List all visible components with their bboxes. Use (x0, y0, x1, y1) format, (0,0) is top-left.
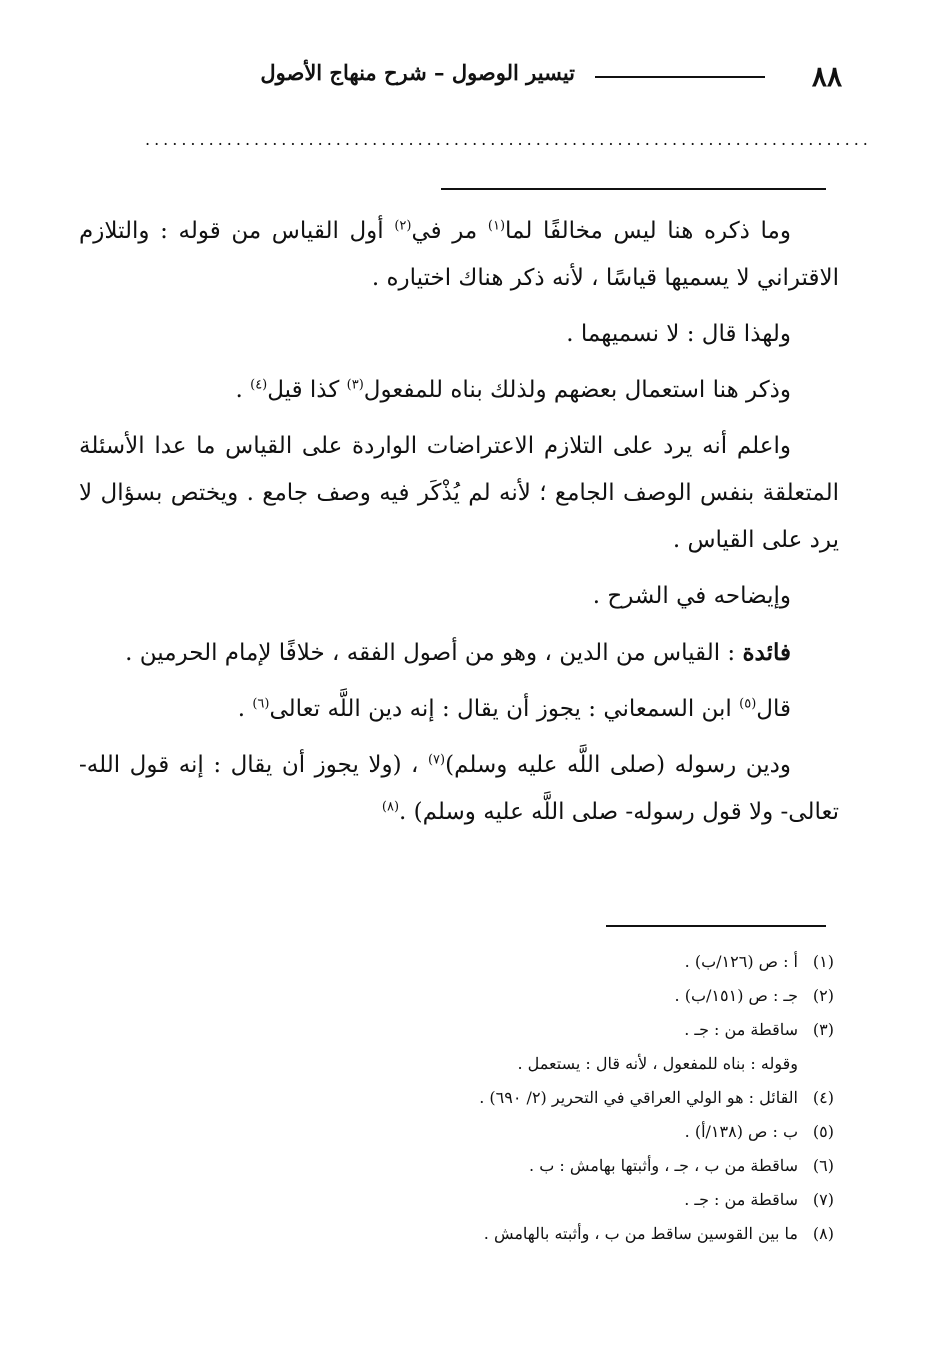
footnote-text: ساقطة من : جـ . (684, 1190, 798, 1209)
footnote-mark: (٣) (346, 377, 364, 393)
paragraph-7 (79, 686, 839, 733)
main-text (79, 208, 839, 845)
text-run: : القياس من الدين ، وهو من أصول الفقه ، خلافًا لإمام الحرمين . (125, 640, 743, 666)
paragraph-4: واعلم أنه يرد على التلازم الاعتراضات الواردة على القياس ما عدا الأسئلة المتعلقة بنفس الوصف الجامع ؛ لأنه لم يُذْكَر فيه وصف جامع . ويختص بسؤال لا يرد على القياس . (79, 433, 839, 553)
footnote-mark: (١) (487, 218, 506, 234)
paragraph-2: ولهذا قال : لا نسميهما . (566, 321, 791, 347)
paragraph-8 (79, 742, 839, 836)
footnote-text: أ : ص (١٢٦/ب) . (684, 952, 798, 971)
text-run: . (237, 696, 253, 722)
paragraph-1 (79, 208, 839, 302)
text-run: ودين رسوله (صلى اللَّه عليه وسلم) (445, 752, 791, 778)
footnote-item (94, 1183, 834, 1217)
footnote-item (94, 979, 834, 1013)
footnote-mark: (٦) (252, 696, 270, 712)
footnote-item (94, 945, 834, 979)
footnote-number: (٤) (812, 1088, 834, 1107)
footnote-item (94, 1115, 834, 1149)
footnote-number: (٧) (812, 1190, 834, 1209)
paragraph-lead: فائدة (742, 639, 791, 666)
text-run: ، (ولا يجوز أن يقال : إنه قول الله- تعالى- ولا قول رسوله- صلى اللَّه عليه وسلم) . (79, 752, 839, 825)
footnote-mark: (٧) (427, 752, 446, 768)
footnote-number: (٦) (812, 1156, 834, 1175)
footnote-number: (٨) (812, 1224, 834, 1243)
footnote-item (94, 1149, 834, 1183)
footnote-text: ما بين القوسين ساقط من ب ، وأثبته بالهامش . (483, 1224, 798, 1243)
text-run: قال (756, 696, 791, 722)
dotted-separator: ................................................................................ (145, 130, 872, 149)
paragraph-5: وإيضاحه في الشرح . (592, 583, 791, 609)
footnote-item (94, 1081, 834, 1115)
text-run: وما ذكره هنا ليس مخالفًا لما (505, 218, 791, 244)
paragraph-3 (79, 367, 839, 414)
text-run: وذكر هنا استعمال بعضهم ولذلك بناه للمفعول (363, 377, 791, 403)
text-run: مر في (411, 218, 488, 244)
footnotes (94, 945, 834, 1251)
footnote-text: جـ : ص (١٥١/ب) . (674, 986, 798, 1005)
footnote-rule (606, 925, 826, 927)
footnote-continuation: وقوله : بناه للمفعول ، لأنه قال : يستعمل . (517, 1054, 798, 1073)
text-run: كذا قيل (267, 377, 347, 403)
page-header (70, 56, 850, 96)
footnote-number: (١) (812, 952, 834, 971)
footnote-text: ب : ص (١٣٨/أ) . (684, 1122, 798, 1141)
section-rule (441, 188, 826, 190)
footnote-item (94, 1217, 834, 1251)
text-run: ابن السمعاني : يجوز أن يقال : إنه دين اللَّه تعالى (269, 696, 740, 722)
footnote-mark: (٨) (381, 799, 400, 815)
running-title: تيسير الوصول – شرح منهاج الأصول (260, 60, 575, 85)
footnote-text: ساقطة من ب ، جـ ، وأثبتها بهامش : ب . (529, 1156, 798, 1175)
paragraph-6 (79, 629, 839, 677)
header-rule (595, 76, 765, 78)
footnote-text: ساقطة من : جـ . (684, 1020, 798, 1039)
footnote-mark: (٥) (739, 696, 757, 712)
footnote-item (94, 1013, 834, 1047)
footnote-text: القائل : هو الولي العراقي في التحرير (٢/ ٦٩٠) . (479, 1088, 798, 1107)
footnote-number: (٥) (812, 1122, 834, 1141)
page-number: ٨٨ (811, 60, 842, 93)
footnote-number: (٣) (812, 1020, 834, 1039)
footnote-mark: (٤) (250, 377, 268, 393)
text-run: أول القياس من قوله : والتلازم الاقتراني لا يسميها قياسًا ، لأنه ذكر هناك اختياره . (79, 218, 839, 291)
footnote-number: (٢) (812, 986, 834, 1005)
text-run: . (235, 377, 251, 403)
footnote-mark: (٢) (394, 218, 412, 234)
